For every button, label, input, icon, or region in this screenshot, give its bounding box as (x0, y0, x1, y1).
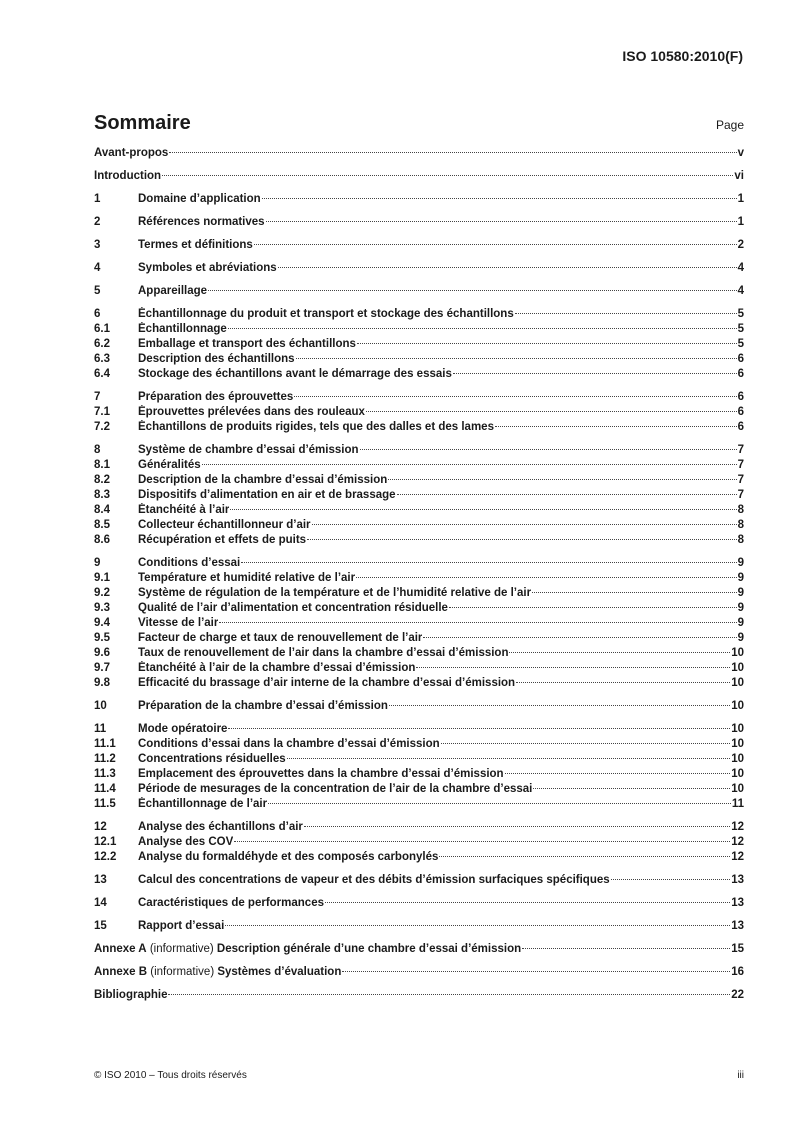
toc-entry[interactable] (94, 571, 744, 586)
annex-title: Description générale d’une chambre d’essai d’émission (216, 943, 522, 955)
toc-entry-number: 9.7 (94, 662, 110, 674)
toc-entry-page: 10 (731, 768, 744, 780)
toc-entry-number: 6.3 (94, 353, 110, 365)
annex-title: Systèmes d’évaluation (217, 966, 342, 978)
toc-entry-number: 15 (94, 920, 107, 932)
toc-entry-page: 7 (737, 474, 744, 486)
toc-leader-dots (515, 313, 737, 314)
toc-entry-number: 9.6 (94, 647, 110, 659)
toc-entry-title: Préparation des éprouvettes (138, 391, 294, 403)
toc-entry-page: 1 (737, 193, 744, 205)
toc-entry-page: 15 (731, 943, 744, 955)
toc-entry-title: Bibliographie (94, 989, 168, 1001)
toc-spacer (94, 911, 744, 919)
toc-entry-number: 5 (94, 285, 101, 297)
toc-entry-page: v (737, 147, 744, 159)
toc-entry-page: 9 (737, 617, 744, 629)
toc-leader-dots (357, 343, 737, 344)
toc-leader-dots (230, 509, 736, 510)
toc-entry-title: Caractéristiques de performances (138, 897, 324, 909)
toc-entry[interactable] (94, 873, 744, 888)
toc-entry-page: 10 (731, 647, 744, 659)
toc-entry[interactable] (94, 322, 744, 337)
toc-entry-title: Concentrations résiduelles (138, 753, 286, 765)
toc-entry[interactable] (94, 169, 744, 184)
toc-entry-title: Références normatives (138, 216, 265, 228)
toc-entry-number: 9.5 (94, 632, 110, 644)
toc-entry-page: 22 (731, 989, 744, 1001)
toc-spacer (94, 207, 744, 215)
toc-entry-page: 10 (731, 738, 744, 750)
toc-entry-page: 9 (737, 587, 744, 599)
toc-entry-title: Introduction (94, 170, 162, 182)
toc-leader-dots (325, 902, 730, 903)
toc-entry[interactable] (94, 405, 744, 420)
toc-leader-dots (441, 743, 731, 744)
toc-entry-page: 10 (731, 783, 744, 795)
toc-entry[interactable] (94, 443, 744, 458)
toc-entry-number: 8.5 (94, 519, 110, 531)
toc-entry-title: Température et humidité relative de l’air (138, 572, 356, 584)
toc-entry-page: 13 (731, 920, 744, 932)
toc-leader-dots (296, 358, 737, 359)
toc-entry-title: Collecteur échantillonneur d’air (138, 519, 311, 531)
toc-entry-title: Période de mesurages de la concentration de l’air de la chambre d’essai (138, 783, 533, 795)
toc-entry[interactable] (94, 586, 744, 601)
toc-entry-page: 10 (731, 677, 744, 689)
toc-spacer (94, 865, 744, 873)
toc-entry-page: 16 (731, 966, 744, 978)
toc-entry-page: 7 (737, 459, 744, 471)
toc-entry-title: Efficacité du brassage d’air interne de la chambre d’essai d’émission (138, 677, 516, 689)
toc-entry-page: 6 (737, 406, 744, 418)
toc-entry-page: 6 (737, 421, 744, 433)
toc-entry-number: 12 (94, 821, 107, 833)
toc-entry[interactable] (94, 919, 744, 934)
toc-leader-dots (389, 705, 730, 706)
toc-entry-page: 7 (737, 444, 744, 456)
toc-entry-page: 6 (737, 353, 744, 365)
toc-entry-title: Emplacement des éprouvettes dans la chambre d’essai d’émission (138, 768, 504, 780)
toc-entry[interactable] (94, 352, 744, 367)
toc-leader-dots (505, 773, 731, 774)
toc-entry-number: 7.2 (94, 421, 110, 433)
toc-entry-title: Étanchéité à l’air (138, 504, 230, 516)
toc-entry-title: Récupération et effets de puits (138, 534, 307, 546)
toc-leader-dots (202, 464, 737, 465)
toc-entry[interactable] (94, 988, 744, 1003)
toc-spacer (94, 435, 744, 443)
toc-entry-title: Analyse des COV (138, 836, 234, 848)
toc-entry-title (94, 965, 341, 980)
toc-entry[interactable] (94, 307, 744, 322)
toc-entry-title: Système de chambre d’essai d’émission (138, 444, 359, 456)
toc-entry-page: 9 (737, 557, 744, 569)
toc-entry[interactable] (94, 601, 744, 616)
toc-entry-number: 6 (94, 308, 101, 320)
toc-entry-page: 8 (737, 519, 744, 531)
toc-entry-page: 5 (737, 338, 744, 350)
toc-leader-dots (294, 396, 736, 397)
toc-leader-dots (234, 841, 730, 842)
toc-entry-title: Rapport d’essai (138, 920, 225, 932)
toc-entry-title: Avant-propos (94, 147, 169, 159)
toc-leader-dots (262, 198, 737, 199)
toc-entry-page: 12 (731, 821, 744, 833)
toc-entry-number: 7 (94, 391, 101, 403)
toc-entry[interactable] (94, 965, 744, 980)
toc-entry-title: Symboles et abréviations (138, 262, 277, 274)
toc-entry[interactable] (94, 850, 744, 865)
toc-entry-title: Analyse du formaldéhyde et des composés carbonylés (138, 851, 439, 863)
toc-spacer (94, 888, 744, 896)
document-id: ISO 10580:2010(F) (622, 48, 743, 64)
toc-entry-title: Calcul des concentrations de vapeur et des débits d’émission surfaciques spécifiques (138, 874, 610, 886)
toc-entry-title: Stockage des échantillons avant le démarrage des essais (138, 368, 452, 380)
toc-leader-dots (304, 826, 730, 827)
toc-entry-title: Système de régulation de la température et de l’humidité relative de l’air (138, 587, 532, 599)
toc-entry[interactable] (94, 473, 744, 488)
toc-leader-dots (509, 652, 730, 653)
toc-entry[interactable] (94, 676, 744, 691)
toc-entry[interactable] (94, 797, 744, 812)
toc-entry[interactable] (94, 896, 744, 911)
toc-entry-page: 5 (737, 308, 744, 320)
toc-spacer (94, 691, 744, 699)
toc-entry[interactable] (94, 661, 744, 676)
toc-leader-dots (312, 524, 737, 525)
toc-entry-number: 11.2 (94, 753, 116, 765)
toc-entry-number: 9.4 (94, 617, 110, 629)
toc-entry-title: Préparation de la chambre d’essai d’émission (138, 700, 388, 712)
toc-entry-title: Échantillons de produits rigides, tels que des dalles et des lames (138, 421, 494, 433)
toc-entry-number: 8.1 (94, 459, 110, 471)
toc-leader-dots (360, 449, 737, 450)
toc-entry[interactable] (94, 238, 744, 253)
toc-entry-title: Étanchéité à l’air de la chambre d’essai d’émission (138, 662, 416, 674)
toc-entry-number: 2 (94, 216, 101, 228)
toc-spacer (94, 957, 744, 965)
toc-leader-dots (388, 479, 736, 480)
toc-entry-page: 7 (737, 489, 744, 501)
toc-entry-title: Emballage et transport des échantillons (138, 338, 356, 350)
toc-entry-title: Domaine d’application (138, 193, 261, 205)
toc-entry[interactable] (94, 767, 744, 782)
toc-leader-dots (208, 290, 737, 291)
toc-entry-title: Échantillonnage de l’air (138, 798, 268, 810)
toc-entry-number: 10 (94, 700, 107, 712)
table-of-contents (94, 146, 744, 1003)
toc-leader-dots (225, 925, 730, 926)
toc-leader-dots (168, 994, 730, 995)
toc-entry-title: Vitesse de l’air (138, 617, 219, 629)
toc-leader-dots (342, 971, 730, 972)
toc-entry-page: vi (734, 170, 744, 182)
toc-entry-title: Description de la chambre d’essai d’émission (138, 474, 388, 486)
toc-entry-title: Conditions d’essai dans la chambre d’essai d’émission (138, 738, 440, 750)
toc-entry-page: 8 (737, 504, 744, 516)
toc-entry-page: 9 (737, 602, 744, 614)
toc-leader-dots (516, 682, 730, 683)
toc-entry[interactable] (94, 556, 744, 571)
toc-leader-dots (416, 667, 730, 668)
toc-entry-page: 6 (737, 391, 744, 403)
toc-entry[interactable] (94, 699, 744, 714)
toc-entry-number: 11 (94, 723, 107, 735)
toc-entry-number: 9.3 (94, 602, 110, 614)
toc-entry[interactable] (94, 488, 744, 503)
toc-entry[interactable] (94, 458, 744, 473)
toc-entry-page: 6 (737, 368, 744, 380)
toc-entry-title: Facteur de charge et taux de renouvellement de l’air (138, 632, 423, 644)
toc-leader-dots (162, 175, 733, 176)
toc-entry-number: 12.1 (94, 836, 117, 848)
toc-spacer (94, 934, 744, 942)
toc-leader-dots (228, 728, 730, 729)
toc-entry-page: 5 (737, 323, 744, 335)
toc-leader-dots (533, 788, 730, 789)
toc-entry-number: 13 (94, 874, 107, 886)
toc-entry[interactable] (94, 337, 744, 352)
toc-entry-number: 14 (94, 897, 107, 909)
toc-entry[interactable] (94, 367, 744, 382)
toc-entry-number: 12.2 (94, 851, 117, 863)
toc-leader-dots (449, 607, 737, 608)
toc-entry[interactable] (94, 782, 744, 797)
toc-header (94, 112, 744, 136)
toc-entry[interactable] (94, 616, 744, 631)
toc-entry-number: 6.2 (94, 338, 110, 350)
toc-entry-page: 9 (737, 632, 744, 644)
toc-leader-dots (169, 152, 736, 153)
toc-leader-dots (228, 328, 737, 329)
toc-entry[interactable] (94, 503, 744, 518)
toc-leader-dots (366, 411, 737, 412)
toc-entry-page: 10 (731, 723, 744, 735)
toc-entry-title: Généralités (138, 459, 201, 471)
toc-spacer (94, 230, 744, 238)
toc-leader-dots (268, 803, 731, 804)
annex-type: (informative) (147, 966, 218, 978)
toc-spacer (94, 276, 744, 284)
toc-entry-number: 9 (94, 557, 101, 569)
toc-entry-number: 6.1 (94, 323, 110, 335)
toc-entry[interactable] (94, 631, 744, 646)
toc-entry-title: Conditions d’essai (138, 557, 241, 569)
toc-leader-dots (241, 562, 736, 563)
toc-title: Sommaire (94, 112, 191, 134)
toc-entry-page: 4 (737, 262, 744, 274)
toc-spacer (94, 548, 744, 556)
toc-entry-title: Qualité de l’air d’alimentation et concentration résiduelle (138, 602, 448, 614)
toc-entry-page: 10 (731, 662, 744, 674)
toc-entry-page: 11 (731, 798, 744, 810)
toc-leader-dots (611, 879, 731, 880)
toc-spacer (94, 184, 744, 192)
toc-entry-title: Analyse des échantillons d’air (138, 821, 303, 833)
toc-entry-page: 13 (731, 897, 744, 909)
toc-spacer (94, 980, 744, 988)
toc-leader-dots (254, 244, 737, 245)
toc-spacer (94, 714, 744, 722)
toc-entry-number: 11.3 (94, 768, 116, 780)
toc-entry-number: 8.2 (94, 474, 110, 486)
toc-leader-dots (439, 856, 730, 857)
toc-entry[interactable] (94, 215, 744, 230)
toc-leader-dots (278, 267, 737, 268)
toc-entry-page: 2 (737, 239, 744, 251)
toc-entry[interactable] (94, 646, 744, 661)
toc-entry[interactable] (94, 752, 744, 767)
toc-entry-title: Échantillonnage du produit et transport et stockage des échantillons (138, 308, 514, 320)
toc-entry-number: 7.1 (94, 406, 110, 418)
toc-entry-number: 1 (94, 193, 101, 205)
toc-entry-number: 8.4 (94, 504, 110, 516)
toc-entry-number: 9.2 (94, 587, 110, 599)
toc-entry-number: 8.6 (94, 534, 110, 546)
toc-entry[interactable] (94, 420, 744, 435)
toc-entry-page: 12 (731, 851, 744, 863)
toc-entry[interactable] (94, 835, 744, 850)
toc-entry-title: Appareillage (138, 285, 208, 297)
toc-entry[interactable] (94, 533, 744, 548)
toc-entry-page: 4 (737, 285, 744, 297)
toc-leader-dots (266, 221, 737, 222)
toc-entry-number: 8.3 (94, 489, 110, 501)
toc-entry-number: 9.8 (94, 677, 110, 689)
toc-entry[interactable] (94, 146, 744, 161)
toc-entry[interactable] (94, 942, 744, 957)
toc-entry-page: 8 (737, 534, 744, 546)
toc-leader-dots (356, 577, 737, 578)
toc-entry[interactable] (94, 284, 744, 299)
toc-entry-number: 8 (94, 444, 101, 456)
toc-entry[interactable] (94, 261, 744, 276)
toc-entry[interactable] (94, 722, 744, 737)
toc-entry-title: Termes et définitions (138, 239, 253, 251)
toc-entry-title: Description des échantillons (138, 353, 295, 365)
copyright-notice: © ISO 2010 – Tous droits réservés (94, 1070, 247, 1081)
toc-entry[interactable] (94, 192, 744, 207)
annex-type: (informative) (146, 943, 217, 955)
toc-entry-number: 6.4 (94, 368, 110, 380)
toc-entry-number: 11.1 (94, 738, 116, 750)
toc-entry-number: 11.4 (94, 783, 116, 795)
toc-entry-title (94, 942, 521, 957)
toc-leader-dots (495, 426, 737, 427)
toc-leader-dots (423, 637, 736, 638)
toc-entry-page: 12 (731, 836, 744, 848)
toc-entry-title: Taux de renouvellement de l’air dans la chambre d’essai d’émission (138, 647, 509, 659)
toc-entry-page: 10 (731, 753, 744, 765)
toc-entry[interactable] (94, 518, 744, 533)
toc-entry[interactable] (94, 390, 744, 405)
toc-entry-number: 9.1 (94, 572, 110, 584)
toc-leader-dots (532, 592, 737, 593)
toc-leader-dots (397, 494, 737, 495)
toc-page-column-label: Page (715, 118, 744, 132)
annex-label: Annexe B (94, 966, 148, 978)
toc-entry-title: Éprouvettes prélevées dans des rouleaux (138, 406, 365, 418)
toc-spacer (94, 161, 744, 169)
toc-entry-page: 13 (731, 874, 744, 886)
toc-leader-dots (219, 622, 736, 623)
toc-leader-dots (307, 539, 737, 540)
toc-entry[interactable] (94, 737, 744, 752)
toc-leader-dots (453, 373, 737, 374)
toc-entry-title: Mode opératoire (138, 723, 228, 735)
toc-entry-number: 3 (94, 239, 101, 251)
toc-entry-title: Dispositifs d’alimentation en air et de brassage (138, 489, 396, 501)
toc-spacer (94, 382, 744, 390)
toc-spacer (94, 812, 744, 820)
annex-label: Annexe A (94, 943, 147, 955)
toc-entry-title: Échantillonnage (138, 323, 227, 335)
toc-entry-page: 10 (731, 700, 744, 712)
toc-entry-page: 1 (737, 216, 744, 228)
page-number: iii (737, 1070, 744, 1081)
toc-spacer (94, 253, 744, 261)
toc-entry[interactable] (94, 820, 744, 835)
toc-spacer (94, 299, 744, 307)
toc-entry-number: 4 (94, 262, 101, 274)
toc-entry-number: 11.5 (94, 798, 116, 810)
toc-leader-dots (522, 948, 730, 949)
page-footer (94, 1070, 744, 1084)
toc-leader-dots (287, 758, 731, 759)
toc-entry-page: 9 (737, 572, 744, 584)
